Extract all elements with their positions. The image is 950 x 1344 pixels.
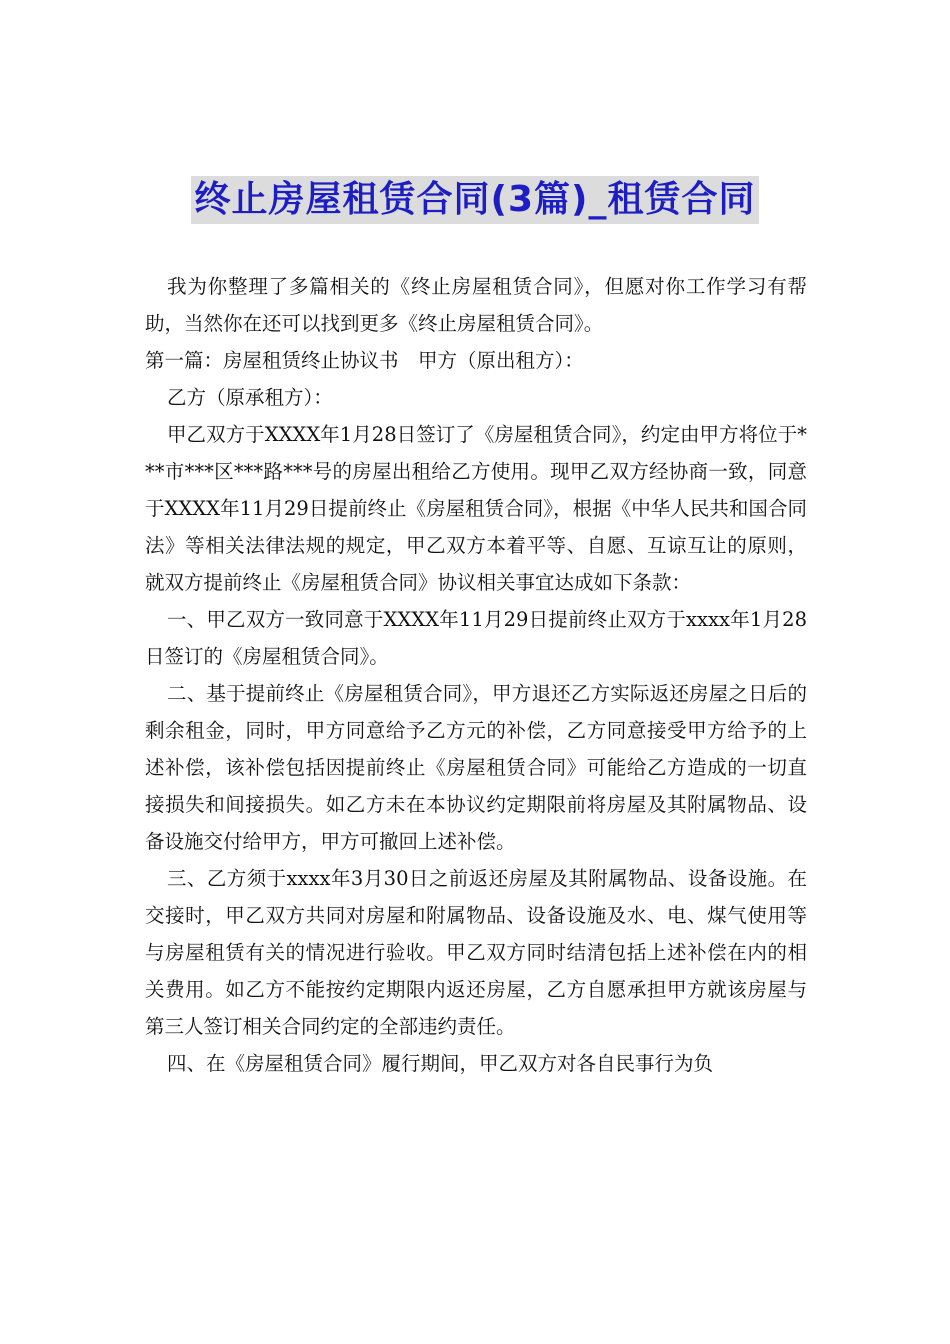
- paragraph-clause-4: 四、在《房屋租赁合同》履行期间，甲乙双方对各自民事行为负: [167, 1052, 714, 1075]
- paragraph-part-one-heading: 第一篇：房屋租赁终止协议书 甲方（原出租方）：: [145, 349, 584, 372]
- title-container: [0, 176, 950, 224]
- document-title: 终止房屋租赁合同(3篇)_租赁合同: [191, 176, 760, 224]
- document-body: [145, 268, 807, 1082]
- paragraph-preamble: 甲乙双方于XXXX年1月28日签订了《房屋租赁合同》，约定由甲方将位于***市***区***路***号的房屋出租给乙方使用。现甲乙双方经协商一致，同意于XXXX年11月29日提前终止《房屋租赁合同》，根据《中华人民共和国合同法》等相关法律法规的规定，甲乙双方本着平等、自愿、互谅互让的原则，就双方提前终止《房屋租赁合同》协议相关事宜达成如下条款：: [145, 423, 807, 594]
- paragraph-intro: 我为你整理了多篇相关的《终止房屋租赁合同》，但愿对你工作学习有帮助，当然你在还可以找到更多《终止房屋租赁合同》。: [145, 275, 807, 335]
- paragraph-clause-3: 三、乙方须于xxxx年3月30日之前返还房屋及其附属物品、设备设施。在交接时，甲乙双方共同对房屋和附属物品、设备设施及水、电、煤气使用等与房屋租赁有关的情况进行验收。甲乙双方同时结清包括上述补偿在内的相关费用。如乙方不能按约定期限内返还房屋，乙方自愿承担甲方就该房屋与第三人签订相关合同约定的全部违约责任。: [145, 867, 807, 1038]
- paragraph-clause-1: 一、甲乙双方一致同意于XXXX年11月29日提前终止双方于xxxx年1月28日签订的《房屋租赁合同》。: [145, 608, 807, 668]
- paragraph-party-b: 乙方（原承租方）：: [167, 386, 333, 409]
- paragraph-clause-2: 二、基于提前终止《房屋租赁合同》，甲方退还乙方实际返还房屋之日后的剩余租金，同时，甲方同意给予乙方元的补偿，乙方同意接受甲方给予的上述补偿，该补偿包括因提前终止《房屋租赁合同》可能给乙方造成的一切直接损失和间接损失。如乙方未在本协议约定期限前将房屋及其附属物品、设备设施交付给甲方，甲方可撤回上述补偿。: [145, 682, 807, 853]
